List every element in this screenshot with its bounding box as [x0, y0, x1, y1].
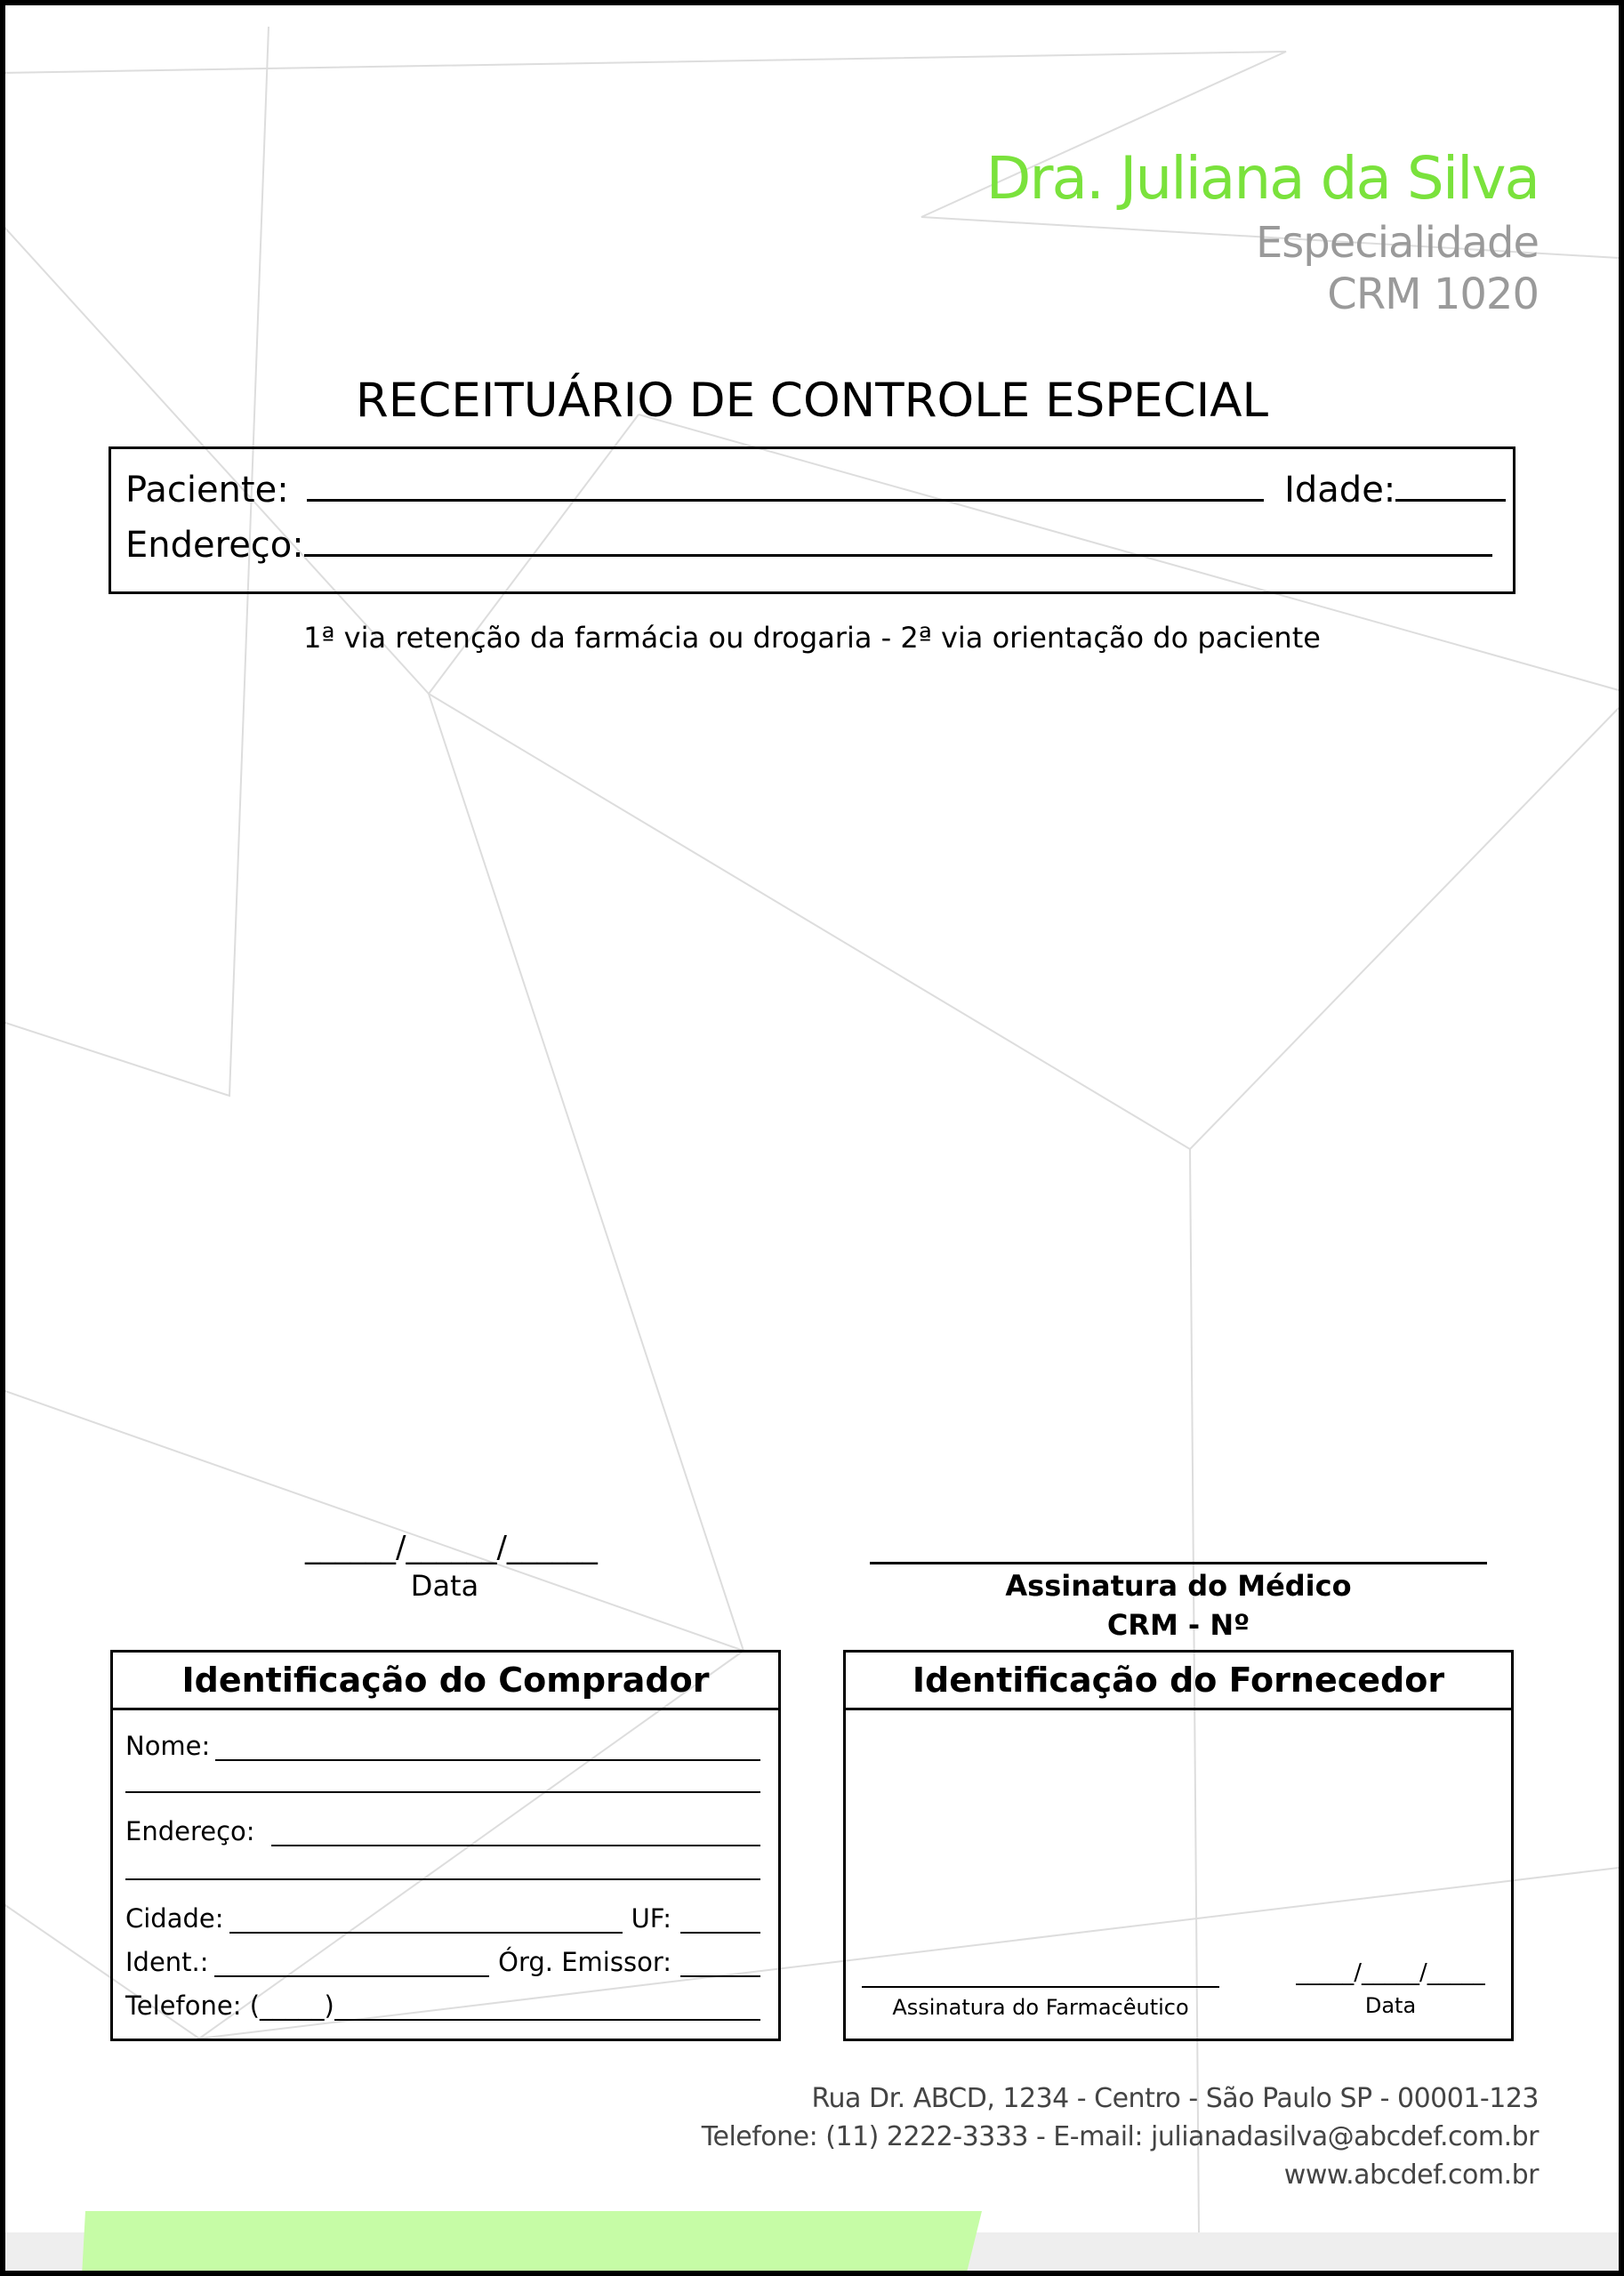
buyer-city-label: Cidade: — [125, 1903, 224, 1934]
doctor-signature — [870, 1532, 1487, 1643]
buyer-uf-field[interactable] — [680, 1914, 760, 1934]
footer-contact — [702, 2079, 1539, 2194]
buyer-issuer-label: Órg. Emissor: — [498, 1947, 671, 1977]
pharmacist-label: Assinatura do Farmacêutico — [892, 1995, 1189, 2020]
buyer-phone-field[interactable] — [334, 2001, 760, 2021]
address-label: Endereço: — [125, 525, 304, 566]
buyer-address-field[interactable] — [271, 1827, 760, 1846]
footer-address: Rua Dr. ABCD, 1234 - Centro - São Paulo SP - 00001-123 — [811, 2083, 1539, 2114]
buyer-title: Identificação do Comprador — [113, 1653, 778, 1710]
buyer-box — [110, 1650, 781, 2041]
pharmacist-signature-line[interactable] — [862, 1959, 1219, 1988]
pharmacist-signature — [862, 1959, 1219, 2020]
footer-website: www.abcdef.com.br — [1283, 2159, 1539, 2191]
buyer-ident-field[interactable] — [214, 1958, 490, 1977]
prescription-date — [305, 1530, 598, 1603]
signature-line[interactable] — [870, 1532, 1487, 1564]
supplier-date — [1286, 1959, 1495, 2018]
age-field[interactable] — [1395, 465, 1506, 502]
buyer-uf-label: UF: — [631, 1903, 671, 1934]
copy-note: 1ª via retenção da farmácia ou drogaria - 2ª via orientação do paciente — [303, 621, 1321, 655]
buyer-phone-label: Telefone: (_____) — [125, 1990, 334, 2021]
doctor-name: Dra. Juliana da Silva — [985, 144, 1539, 213]
patient-box — [109, 446, 1515, 594]
patient-name-field[interactable] — [307, 465, 1264, 502]
doctor-header — [986, 141, 1539, 320]
buyer-ident-row — [125, 1947, 760, 1977]
supplier-date-field[interactable]: _____/_____/_____ — [1296, 1959, 1485, 1986]
buyer-ident-label: Ident.: — [125, 1947, 209, 1977]
address-field[interactable] — [304, 520, 1492, 557]
supplier-date-label: Data — [1364, 1993, 1417, 2018]
buyer-name-row-2 — [125, 1773, 760, 1793]
patient-row — [125, 465, 1506, 511]
signature-crm: CRM - Nº — [1106, 1608, 1250, 1642]
buyer-city-field[interactable] — [229, 1914, 623, 1934]
footer-contact-line: Telefone: (11) 2222-3333 - E-mail: julianadasilva@abcdef.com.br — [701, 2121, 1539, 2152]
buyer-name-row — [125, 1731, 760, 1761]
buyer-address-field-2[interactable] — [125, 1861, 760, 1880]
buyer-name-field[interactable] — [215, 1741, 760, 1761]
buyer-city-row — [125, 1903, 760, 1934]
address-row — [125, 520, 1492, 566]
buyer-issuer-field[interactable] — [680, 1958, 760, 1977]
buyer-name-field-2[interactable] — [125, 1773, 760, 1793]
buyer-address-row-2 — [125, 1861, 760, 1880]
date-field[interactable]: ______/______/______ — [305, 1530, 598, 1565]
supplier-box — [843, 1650, 1514, 2041]
doctor-crm: CRM 1020 — [1327, 269, 1539, 319]
buyer-name-label: Nome: — [125, 1731, 211, 1761]
supplier-title: Identificação do Fornecedor — [846, 1653, 1511, 1710]
form-title: RECEITUÁRIO DE CONTROLE ESPECIAL — [355, 374, 1269, 428]
buyer-address-label: Endereço: — [125, 1816, 255, 1846]
buyer-address-row — [125, 1816, 760, 1846]
patient-label: Paciente: — [125, 470, 289, 511]
buyer-phone-row — [125, 1990, 760, 2021]
signature-label: Assinatura do Médico — [1005, 1569, 1352, 1603]
date-label: Data — [410, 1569, 479, 1603]
doctor-specialty: Especialidade — [1255, 218, 1539, 268]
age-label: Idade: — [1284, 470, 1396, 511]
